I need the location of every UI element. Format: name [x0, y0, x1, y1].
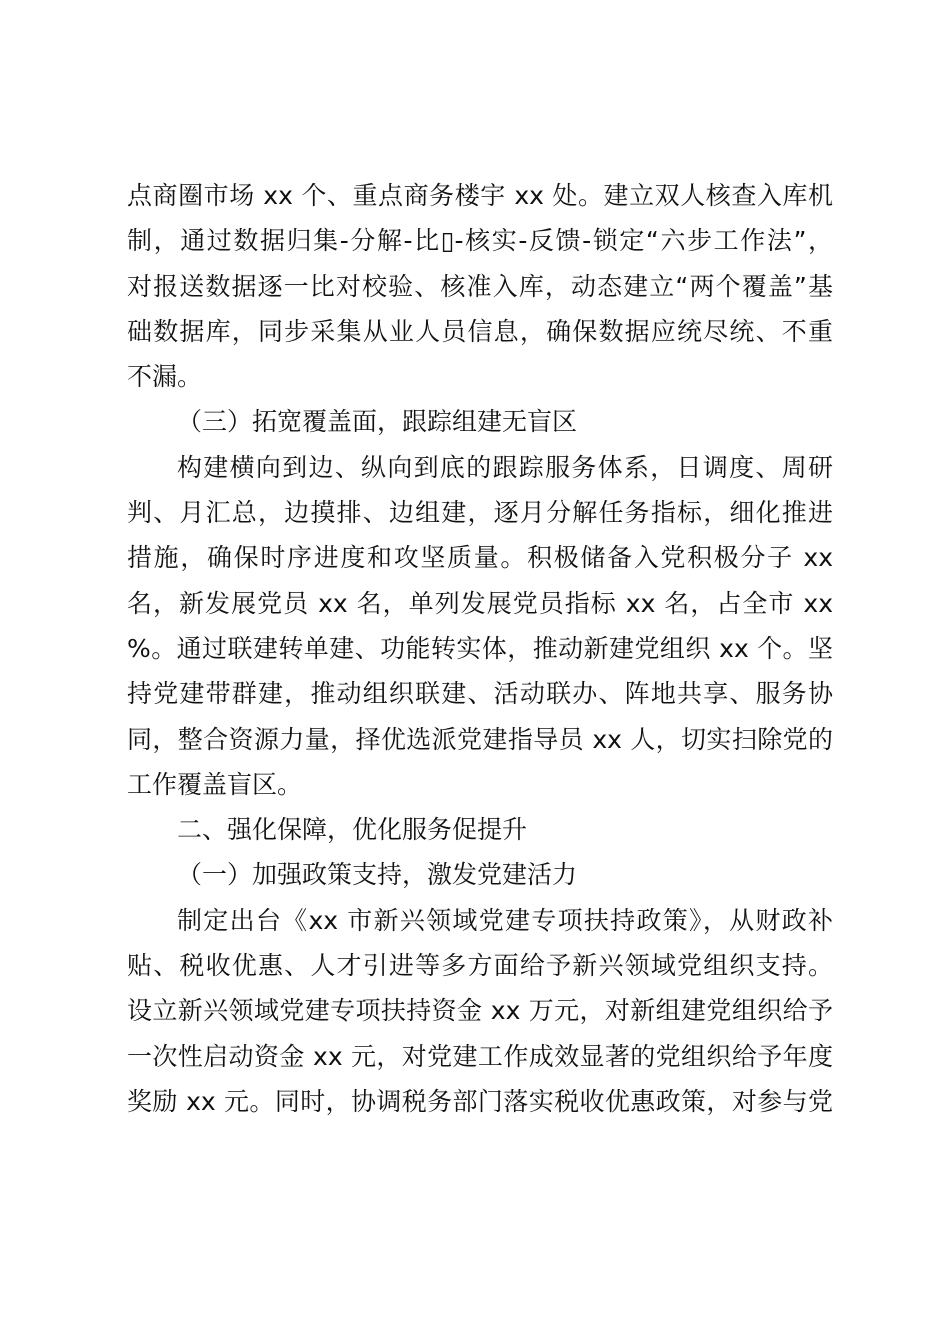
body-line: 制，通过数据归集-分解-比▯-核实-反馈-锁定“六步工作法”， [127, 226, 833, 256]
body-line: %。通过联建转单建、功能转实体，推动新建党组织 xx 个。坚 [127, 633, 833, 663]
body-line: 贴、税收优惠、人才引进等多方面给予新兴领域党组织支持。 [127, 951, 833, 981]
body-line: 工作覆盖盲区。 [127, 769, 303, 799]
chapter-heading: 二、强化保障，优化服务促提升 [177, 815, 528, 845]
section-heading: （一）加强政策支持，激发党建活力 [177, 860, 578, 890]
body-line: 不漏。 [127, 362, 203, 392]
body-line: 奖励 xx 元。同时，协调税务部门落实税收优惠政策，对参与党 [127, 1086, 833, 1116]
body-line: 构建横向到边、纵向到底的跟踪服务体系，日调度、周研 [177, 452, 833, 482]
document-body [127, 173, 833, 1124]
body-line: 名，新发展党员 xx 名，单列发展党员指标 xx 名，占全市 xx [127, 588, 833, 618]
body-line: 础数据库，同步采集从业人员信息，确保数据应统尽统、不重 [127, 316, 833, 346]
body-line: 判、月汇总，边摸排、边组建，逐月分解任务指标，细化推进 [127, 498, 833, 528]
body-line: 措施，确保时序进度和攻坚质量。积极储备入党积极分子 xx [127, 543, 833, 573]
body-line: 同，整合资源力量，择优选派党建指导员 xx 人，切实扫除党的 [127, 724, 833, 754]
body-line: 设立新兴领域党建专项扶持资金 xx 万元，对新组建党组织给予 [127, 996, 833, 1026]
body-line: 点商圈市场 xx 个、重点商务楼宇 xx 处。建立双人核查入库机 [127, 181, 833, 210]
body-line: 对报送数据逐一比对校验、核准入库，动态建立“两个覆盖”基 [127, 271, 833, 301]
section-heading: （三）拓宽覆盖面，跟踪组建无盲区 [177, 407, 578, 437]
body-line: 一次性启动资金 xx 元，对党建工作成效显著的党组织给予年度 [127, 1041, 833, 1071]
body-line: 制定出台《xx 市新兴领域党建专项扶持政策》，从财政补 [177, 905, 833, 935]
body-line: 持党建带群建，推动组织联建、活动联办、阵地共享、服务协 [127, 679, 833, 709]
